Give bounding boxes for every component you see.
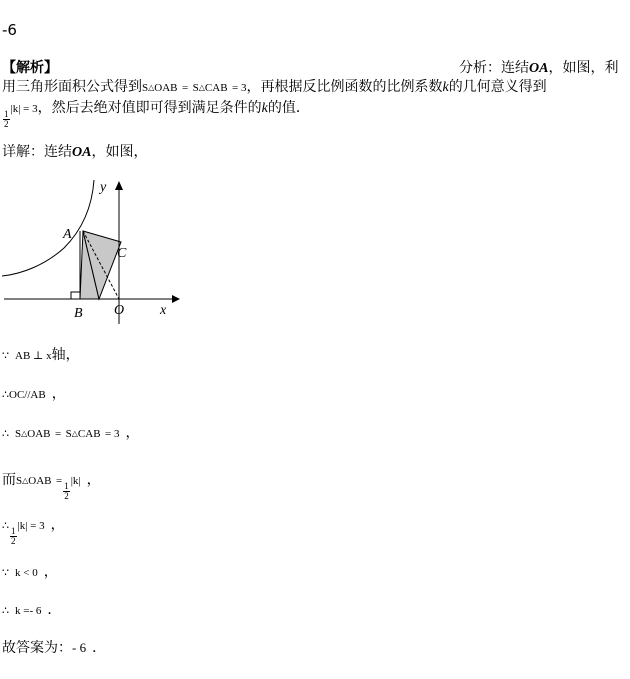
line2-s2: S — [192, 82, 199, 94]
line2-tri1: △ — [148, 83, 155, 92]
line3-text1: ，然后去绝对值即可得到满足条件的 — [37, 100, 262, 116]
step5-fraction — [10, 527, 17, 546]
step1-symbol: ∵ — [2, 350, 9, 362]
label-y: y — [100, 180, 107, 195]
coordinate-figure — [0, 178, 185, 326]
line2-sub2: CAB — [204, 82, 228, 94]
step4-end: ， — [86, 472, 101, 488]
line3-frac-num: 1 — [4, 109, 9, 119]
step7-math: k =- 6 — [15, 605, 42, 617]
step3-tri1: △ — [21, 429, 28, 438]
step4-s: S — [16, 475, 23, 487]
step3-tri2: △ — [71, 429, 78, 438]
step-6 — [2, 565, 58, 579]
final-answer — [2, 641, 106, 655]
step3-sub1: OAB — [27, 428, 51, 440]
step3-end: ， — [125, 425, 140, 441]
y-axis-arrow — [115, 181, 123, 190]
line2-prefix: 用三角形面积公式得到 — [2, 79, 142, 95]
analysis-line-2 — [2, 80, 547, 95]
final-value: - 6 — [72, 640, 87, 655]
detail-label: 详解：连结 — [2, 144, 72, 160]
step-7 — [2, 603, 61, 617]
detail-suffix: ，如图， — [91, 144, 148, 160]
analysis-intro-text: 分析：连结 — [459, 60, 529, 76]
step4-abs: |k| — [70, 475, 81, 487]
step3-sub2: CAB — [77, 428, 101, 440]
step4-frac-den: 2 — [64, 491, 69, 501]
line2-s1: S — [142, 82, 149, 94]
step1-text: 轴， — [51, 347, 80, 363]
label-A: A — [63, 227, 72, 242]
line2-k: k — [442, 80, 449, 95]
step4-prefix: 而 — [2, 472, 16, 488]
step4-sub: OAB — [28, 475, 52, 487]
step4-frac-num: 1 — [64, 481, 69, 491]
line3-abs: |k| = 3 — [10, 103, 38, 115]
step2-end: ， — [51, 386, 66, 402]
step2-math: OC//AB — [9, 389, 46, 401]
step5-symbol: ∴ — [2, 520, 9, 532]
step4-eq: = — [55, 475, 63, 487]
line3-frac-den: 2 — [4, 119, 9, 129]
step4-tri: △ — [22, 476, 29, 485]
step3-val: = 3 — [105, 428, 120, 440]
line3-k: k — [261, 101, 268, 116]
label-O: O — [114, 303, 125, 318]
answer-text: -6 — [2, 21, 17, 39]
line2-sub1: OAB — [154, 82, 178, 94]
step3-eq: = — [54, 428, 62, 440]
step-3 — [2, 426, 139, 440]
line3-text2: 的值． — [267, 100, 310, 116]
analysis-intro — [459, 61, 618, 76]
label-C: C — [117, 246, 127, 261]
line2-suffix: 的几何意义得到 — [448, 79, 547, 95]
final-end: ． — [92, 640, 107, 656]
step5-frac-num: 1 — [11, 526, 16, 536]
step3-s1: S — [15, 428, 22, 440]
step6-math: k < 0 — [15, 567, 38, 579]
analysis-bracket-label: 【解析】 — [2, 60, 58, 76]
line2-eq: = — [181, 82, 189, 94]
step5-end: ， — [50, 517, 65, 533]
oa-symbol: OA — [529, 61, 549, 76]
step-5 — [2, 518, 65, 546]
step3-s2: S — [65, 428, 72, 440]
step7-end: ． — [47, 602, 62, 618]
label-x: x — [160, 303, 167, 318]
x-axis-arrow — [172, 295, 180, 303]
step4-fraction — [63, 482, 70, 501]
detail-oa: OA — [72, 145, 92, 160]
step5-abs: |k| = 3 — [17, 520, 45, 532]
final-label: 故答案为： — [2, 640, 72, 656]
step-2 — [2, 387, 66, 401]
line2-tri2: △ — [198, 83, 205, 92]
step-4 — [2, 473, 101, 501]
step3-symbol: ∴ — [2, 428, 9, 440]
label-B: B — [74, 306, 83, 321]
line3-fraction — [3, 110, 10, 129]
step1-math: AB ⊥ x — [15, 350, 52, 362]
step6-end: ， — [43, 564, 58, 580]
line2-eq3: = 3 — [232, 82, 247, 94]
step5-frac-den: 2 — [11, 536, 16, 546]
line2-mid: ，再根据反比例函数的比例系数 — [246, 79, 443, 95]
step2-symbol: ∴ — [2, 389, 9, 401]
analysis-intro-suffix: ，如图，利 — [548, 60, 619, 76]
step6-symbol: ∵ — [2, 567, 9, 579]
detail-heading — [2, 145, 147, 160]
step-1 — [2, 348, 80, 362]
right-angle-mark — [71, 292, 80, 299]
step7-symbol: ∴ — [2, 605, 9, 617]
analysis-line-3 — [2, 101, 310, 129]
